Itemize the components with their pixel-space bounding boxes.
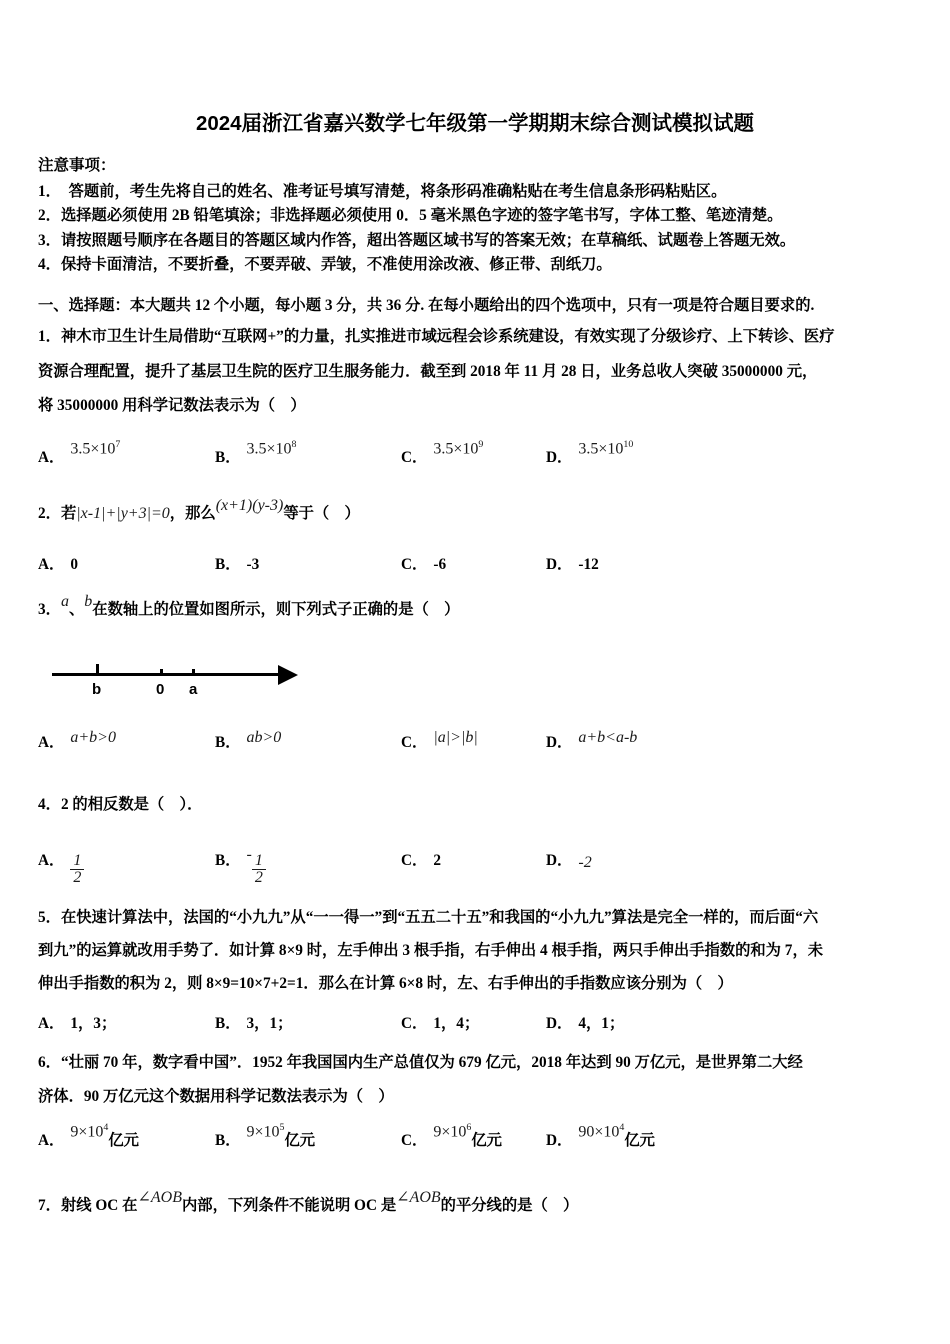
question-1-options [38,438,928,475]
question-4-options [38,840,928,887]
section-heading-choice: 一、选择题：本大题共 12 个小题，每小题 3 分，共 36 分. 在每小题给出的四个选项中，只有一项是符合题目要求的. [38,297,815,314]
question-2-number: 2． [38,505,61,522]
option-c-label: C． [401,852,428,869]
option-b-value: 3，1； [246,1015,293,1032]
option-c[interactable] [401,1011,479,1033]
option-b-label: B． [215,1132,241,1149]
question-3-var-a: a [60,593,69,610]
option-d[interactable] [546,1121,655,1150]
question-3-var-b: b [84,593,93,610]
question-5-line1: 5．在快速计算法中，法国的“小九九”从“一一得一”到“五五二十五”和我国的“小九九”算法是完全一样的，而后面“六 [38,909,819,926]
option-c-label: C． [401,556,428,573]
option-d-value: $3.5\times 10^{10}$ [578,438,634,457]
question-3-stem: 3．a、b在数轴上的位置如图所示，则下列式子正确的是（ ） [38,593,460,618]
question-6-line1: 6．“壮丽 70 年，数字看中国”．1952 年我国国内生产总值仅为 679 亿元，2018 年达到 90 万亿元，是世界第二大经 [38,1054,803,1071]
question-6-options [38,1121,928,1158]
option-a-value: $\frac{1}{2}$ [70,853,84,887]
option-d-label: D． [546,734,573,751]
question-6-number: 6． [38,1054,61,1071]
option-a[interactable] [38,552,78,574]
option-d-value: -12 [578,556,599,573]
option-b[interactable] [215,1121,316,1150]
number-line-tick-b [96,664,99,675]
number-line-arrow-icon [278,665,298,685]
question-5-number: 5． [38,909,61,926]
page-title: 2024届浙江省嘉兴数学七年级第一学期期末综合测试模拟试题 [195,112,755,135]
option-a-value: 1，3； [70,1015,117,1032]
option-b[interactable] [215,552,259,574]
question-1-line3: 将 35000000 用科学记数法表示为（ ） [38,397,306,414]
option-d-label: D． [546,1015,573,1032]
option-b-unit: 亿元 [284,1132,316,1149]
number-line-label-0: 0 [156,681,165,698]
question-2-stem: 2．若|x-1|+|y+3|=0，那么(x+1)(y-3)等于（ ） [38,497,360,522]
option-b-sign: - [246,846,252,863]
option-c[interactable] [401,1121,502,1150]
option-d-value: 4，1； [578,1015,625,1032]
option-a-value: $3.5\times 10^7$ [70,438,121,457]
option-b[interactable] [215,730,281,752]
notice-heading: 注意事项： [38,157,116,174]
number-line-figure [52,655,312,715]
question-2-expr-1: |x-1|+|y+3|=0 [76,505,170,522]
notice-item: 2．选择题必须使用 2B 铅笔填涂；非选择题必须使用 0．5 毫米黑色字迹的签字笔书写，字体工整、笔迹清楚。 [38,207,783,225]
notice-list [38,180,918,277]
option-c-unit: 亿元 [471,1132,502,1149]
option-c-label: C． [401,449,428,466]
option-b-value: -3 [246,556,260,573]
question-5-line3: 伸出手指数的积为 2，则 8×9=10×7+2=1．那么在计算 6×8 时，左、右手伸出的手指数应该分别为（ ） [38,975,733,992]
question-1-line1: 1．神木市卫生计生局借助“互联网+”的力量，扎实推进市域远程会诊系统建设，有效实现了分级诊疗、上下转诊、医疗 [38,328,835,345]
option-b-value: ab>0 [246,729,282,746]
question-7-number: 7． [38,1197,61,1214]
option-c-value: 2 [433,852,442,869]
option-b-value: $\frac{1}{2}$ [252,853,266,887]
question-1-line2: 资源合理配置，提升了基层卫生院的医疗卫生服务能力．截至到 2018 年 11 月 28 日，业务总收人突破 35000000 元， [38,363,818,380]
option-d-value: $90\times 10^4$ [578,1121,625,1140]
option-c[interactable] [401,438,484,467]
question-5-line2: 到九”的运算就改用手势了．如计算 8×9 时，左手伸出 3 根手指，右手伸出 4 根手指，两只手伸出手指数的和为 7，未 [38,942,824,959]
option-c-value: |a|>|b| [433,729,478,746]
option-c-value: $3.5\times 10^9$ [433,438,484,457]
option-d[interactable] [546,730,637,752]
option-d[interactable] [546,848,592,870]
question-3-number: 3． [38,601,61,618]
option-d-value: -2 [578,854,592,871]
option-a-label: A． [38,449,65,466]
option-a-unit: 亿元 [108,1132,139,1149]
question-4-stem: 4．2 的相反数是（ ）． [38,796,203,813]
option-c-value: 1，4； [433,1015,480,1032]
question-6-line2: 济体．90 万亿元这个数据用科学记数法表示为（ ） [38,1088,394,1105]
question-2-options [38,552,928,582]
option-d-label: D． [546,1132,573,1149]
notice-item: 3．请按照题号顺序在各题目的答题区域内作答，超出答题区域书写的答案无效；在草稿纸、试题卷上答题无效。 [38,231,796,249]
question-3-options [38,730,928,760]
option-a[interactable] [38,1121,139,1150]
question-1-number: 1． [38,328,61,345]
option-b-label: B． [215,1015,241,1032]
option-a-label: A． [38,556,65,573]
option-a-label: A． [38,1015,65,1032]
number-line-label-b: b [92,681,102,698]
option-d-unit: 亿元 [624,1132,655,1149]
question-7-stem: 7．射线 OC 在∠AOB内部，下列条件不能说明 OC 是∠AOB的平分线的是（ ） [38,1189,579,1214]
option-b-value: $9\times 10^5$ [246,1121,285,1140]
option-a-value: a+b>0 [70,729,116,746]
option-a[interactable] [38,1011,116,1033]
option-a-label: A． [38,852,65,869]
option-b-label: B． [215,734,241,751]
option-c[interactable] [401,730,478,752]
question-4-number: 4． [38,796,61,813]
option-c[interactable] [401,848,441,870]
option-a-value: $9\times 10^4$ [70,1121,109,1140]
number-line-tick-0 [160,669,163,674]
option-c-label: C． [401,734,428,751]
question-7-angle-1: ∠AOB [137,1189,182,1206]
option-c-value: -6 [433,556,447,573]
option-d-label: D． [546,556,573,573]
option-d-label: D． [546,852,573,869]
option-c[interactable] [401,552,446,574]
option-b-label: B． [215,556,241,573]
option-d-value: a+b<a-b [578,729,638,746]
notice-item: 4．保持卡面清洁，不要折叠，不要弄破、弄皱，不准使用涂改液、修正带、刮纸刀。 [38,255,612,273]
option-d[interactable] [546,552,599,574]
option-c-value: $9\times 10^6$ [433,1121,472,1140]
option-a[interactable] [38,848,84,887]
option-a-value: 0 [70,556,79,573]
option-a-label: A． [38,734,65,751]
option-b[interactable] [215,848,266,887]
number-line-axis [52,673,284,676]
question-5-options [38,1011,928,1041]
question-7-angle-2: ∠AOB [396,1189,441,1206]
number-line-label-a: a [189,681,198,698]
question-2-expr-2: (x+1)(y-3) [215,497,284,514]
option-b[interactable] [215,438,297,467]
option-b-value: $3.5\times 10^8$ [246,438,297,457]
option-b-label: B． [215,852,241,869]
number-line-tick-a [192,669,195,674]
option-a-label: A． [38,1132,65,1149]
option-a[interactable] [38,730,116,752]
option-b[interactable] [215,1011,292,1033]
option-a[interactable] [38,438,121,467]
option-d[interactable] [546,438,634,467]
option-c-label: C． [401,1132,428,1149]
option-d[interactable] [546,1011,624,1033]
notice-item: 1． 答题前，考生先将自己的姓名、准考证号填写清楚，将条形码准确粘贴在考生信息条形码粘贴区。 [38,183,727,200]
option-d-label: D． [546,449,573,466]
option-c-label: C． [401,1015,428,1032]
option-b-label: B． [215,449,241,466]
